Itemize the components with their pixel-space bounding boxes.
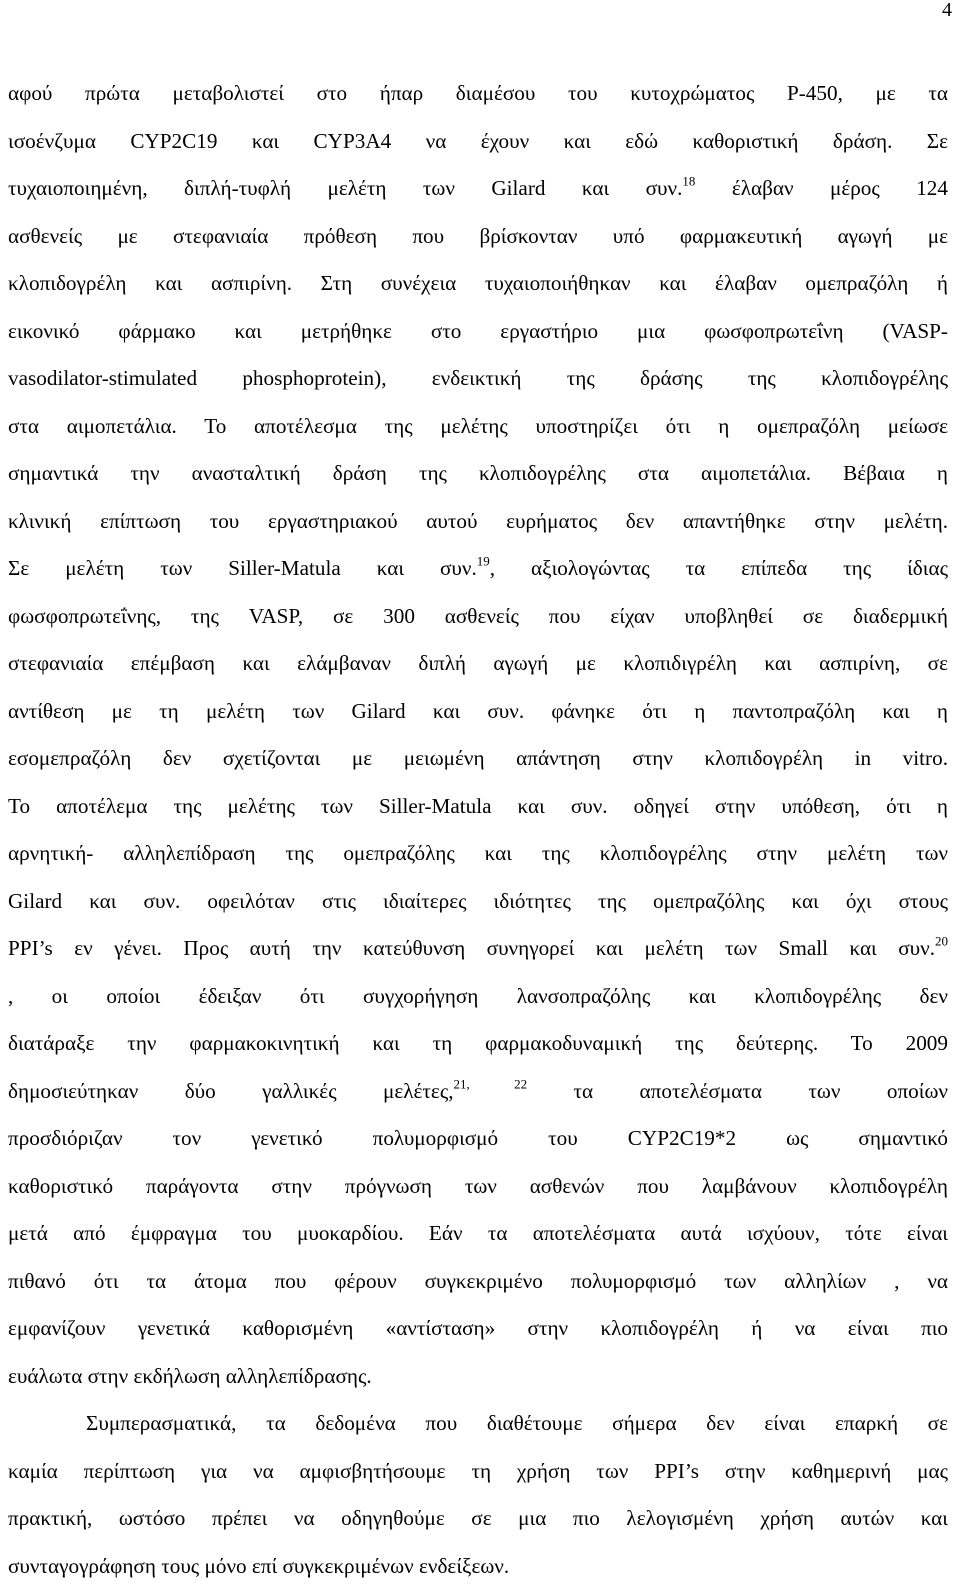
- text-line: [8, 498, 948, 546]
- text-line: [8, 1305, 948, 1353]
- text-run: εικονικό φάρμακο και μετρήθηκε στο εργαστήριο μια φωσφοπρωτεΐνη (VASP-: [8, 319, 948, 343]
- text-line: [8, 783, 948, 831]
- text-line: [8, 1020, 948, 1068]
- text-line: [8, 1163, 948, 1211]
- text-line: [8, 1353, 948, 1401]
- text-run: πρακτική, ωστόσο πρέπει να οδηγηθούμε σε μια πιο λελογισμένη χρήση αυτών και: [8, 1506, 948, 1530]
- text-run: ευάλωτα στην εκδήλωση αλληλεπίδρασης.: [8, 1364, 372, 1388]
- text-run: αντίθεση με τη μελέτη των Gilard και συν. φάνηκε ότι η παντοπραζόλη και η: [8, 699, 948, 723]
- text-run: PPI’s εν γένει. Προς αυτή την κατεύθυνση συνηγορεί και μελέτη των Small και συν.: [8, 936, 935, 960]
- text-run: ασθενείς με στεφανιαία πρόθεση που βρίσκονταν υπό φαρμακευτική αγωγή με: [8, 224, 948, 248]
- text-line: [8, 735, 948, 783]
- text-run: μετά από έμφραγμα του μυοκαρδίου. Εάν τα αποτελέσματα αυτά ισχύουν, τότε είναι: [8, 1221, 948, 1245]
- paragraph-first-line: [8, 1400, 948, 1448]
- text-line: [8, 545, 948, 593]
- text-run: vasodilator-stimulated phosphoprotein), ενδεικτική της δράσης της κλοπιδογρέλης: [8, 366, 948, 390]
- text-line: [8, 450, 948, 498]
- text-line: [8, 1495, 948, 1543]
- text-run: Gilard και συν. οφειλόταν στις ιδιαίτερες ιδιότητες της ομεπραζόλης και όχι στους: [8, 889, 948, 913]
- text-run: στα αιμοπετάλια. Το αποτέλεσμα της μελέτης υποστηρίζει ότι η ομεπραζόλη μείωσε: [8, 414, 948, 438]
- text-line: [8, 260, 948, 308]
- text-run: έλαβαν μέρος 124: [695, 176, 948, 200]
- text-run: συνταγογράφηση τους μόνο επί συγκεκριμένων ενδείξεων.: [8, 1554, 509, 1578]
- text-run: εσομεπραζόλη δεν σχετίζονται με μειωμένη απάντηση στην κλοπιδογρέλη in vitro.: [8, 746, 948, 770]
- text-run: στεφανιαία επέμβαση και ελάμβαναν διπλή αγωγή με κλοπιδιγρέλη και ασπιρίνη, σε: [8, 651, 948, 675]
- text-run: τα αποτελέσματα των οποίων: [527, 1079, 948, 1103]
- text-line: [8, 640, 948, 688]
- page-number: 4: [942, 0, 952, 20]
- text-run: καμία περίπτωση για να αμφισβητήσουμε τη χρήση των PPI’s στην καθημερινή μας: [8, 1459, 948, 1483]
- text-run: πιθανό ότι τα άτομα που φέρουν συγκεκριμένο πολυμορφισμό των αλληλίων , να: [8, 1269, 948, 1293]
- text-run: αρνητική- αλληλεπίδραση της ομεπραζόλης και της κλοπιδογρέλης στην μελέτη των: [8, 841, 948, 865]
- text-line: [8, 118, 948, 166]
- text-line: [8, 1210, 948, 1258]
- text-run: , αξιολογώντας τα επίπεδα της ίδιας: [490, 556, 948, 580]
- text-line: [8, 1068, 948, 1116]
- text-line: [8, 165, 948, 213]
- text-run: Συμπερασματικά, τα δεδομένα που διαθέτουμε σήμερα δεν είναι επαρκή σε: [86, 1411, 948, 1435]
- text-line: [8, 688, 948, 736]
- text-line: [8, 308, 948, 356]
- text-line: [8, 1258, 948, 1306]
- text-line: [8, 878, 948, 926]
- text-run: Σε μελέτη των Siller-Matula και συν.: [8, 556, 477, 580]
- citation-superscript: 20: [935, 933, 948, 948]
- document-body: [8, 70, 948, 1590]
- text-line: [8, 1115, 948, 1163]
- text-line: [8, 403, 948, 451]
- text-run: φωσφοπρωτεΐνης, της VASP, σε 300 ασθενείς που είχαν υποβληθεί σε διαδερμική: [8, 604, 948, 628]
- text-run: καθοριστικό παράγοντα στην πρόγνωση των ασθενών που λαμβάνουν κλοπιδογρέλη: [8, 1174, 948, 1198]
- text-run: δημοσιεύτηκαν δύο γαλλικές μελέτες,: [8, 1079, 454, 1103]
- citation-superscript: 18: [682, 173, 695, 188]
- text-run: κλινική επίπτωση του εργαστηριακού αυτού ευρήματος δεν απαντήθηκε στην μελέτη.: [8, 509, 948, 533]
- text-run: εμφανίζουν γενετικά καθορισμένη «αντίσταση» στην κλοπιδογρέλη ή να είναι πιο: [8, 1316, 948, 1340]
- text-run: κλοπιδογρέλη και ασπιρίνη. Στη συνέχεια τυχαιοποιήθηκαν και έλαβαν ομεπραζόλη ή: [8, 271, 948, 295]
- text-run: τυχαιοποιημένη, διπλή-τυφλή μελέτη των Gilard και συν.: [8, 176, 682, 200]
- text-line: [8, 593, 948, 641]
- text-line: [8, 70, 948, 118]
- text-run: αφού πρώτα μεταβολιστεί στο ήπαρ διαμέσου του κυτοχρώματος P-450, με τα: [8, 81, 948, 105]
- text-line: [8, 1448, 948, 1496]
- citation-superscript: 21, 22: [454, 1076, 528, 1091]
- text-line: [8, 925, 948, 973]
- citation-superscript: 19: [477, 553, 490, 568]
- text-run: Το αποτέλεμα της μελέτης των Siller-Matula και συν. οδηγεί στην υπόθεση, ότι η: [8, 794, 948, 818]
- text-run: διατάραξε την φαρμακοκινητική και τη φαρμακοδυναμική της δεύτερης. Το 2009: [8, 1031, 948, 1055]
- text-line: [8, 830, 948, 878]
- text-line: [8, 1543, 948, 1590]
- text-run: ισοένζυμα CYP2C19 και CYP3A4 να έχουν και εδώ καθοριστική δράση. Σε: [8, 129, 948, 153]
- text-run: , οι οποίοι έδειξαν ότι συγχορήγηση λανσοπραζόλης και κλοπιδογρέλης δεν: [8, 984, 948, 1008]
- text-line: [8, 355, 948, 403]
- text-line: [8, 213, 948, 261]
- text-line: [8, 973, 948, 1021]
- text-run: σημαντικά την ανασταλτική δράση της κλοπιδογρέλης στα αιμοπετάλια. Βέβαια η: [8, 461, 948, 485]
- text-run: προσδιόριζαν τον γενετικό πολυμορφισμό του CYP2C19*2 ως σημαντικό: [8, 1126, 948, 1150]
